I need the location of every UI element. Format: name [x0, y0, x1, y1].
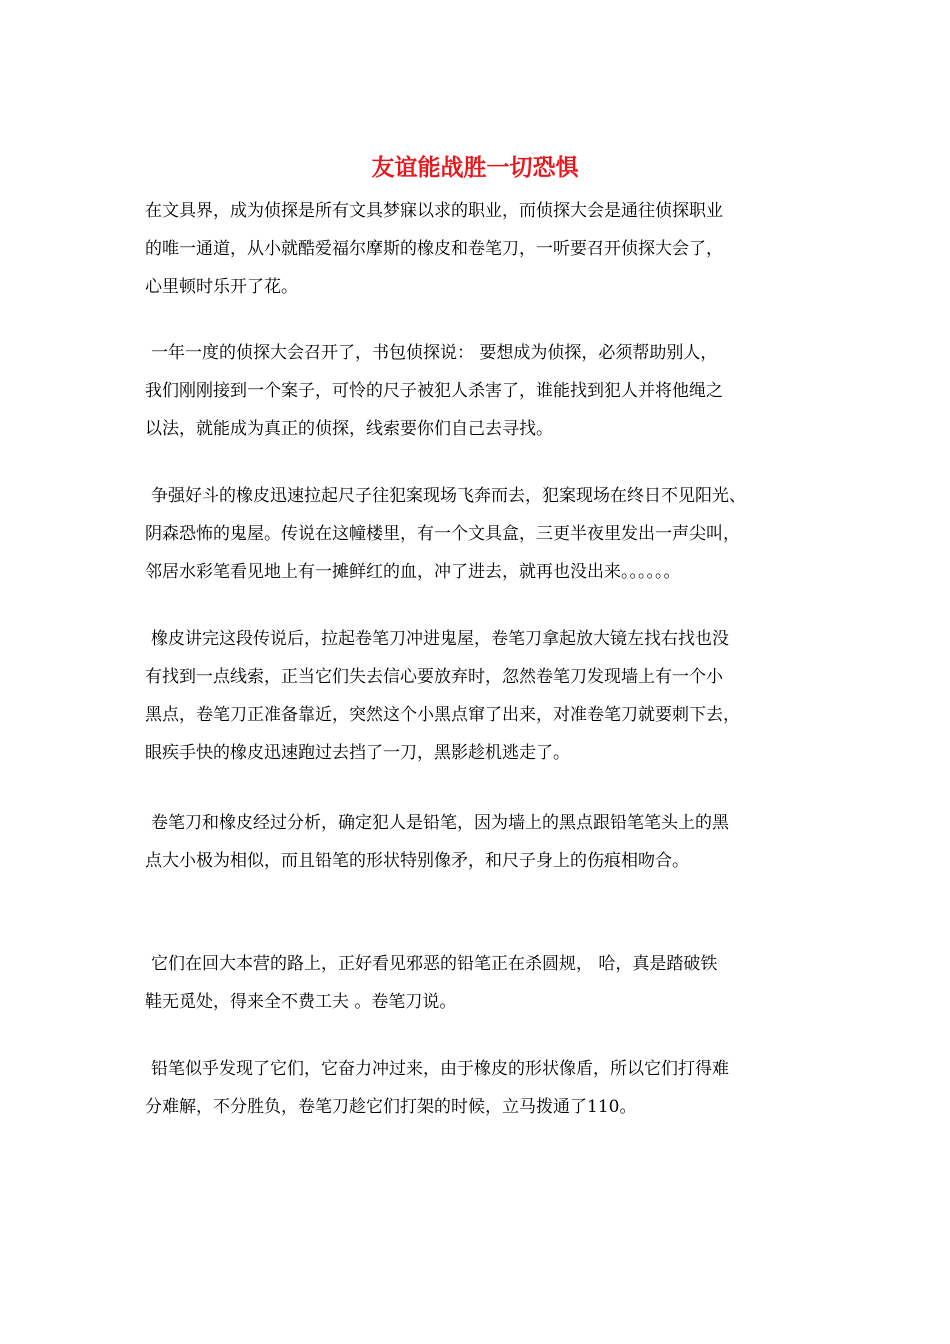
paragraph-line: 橡皮讲完这段传说后，拉起卷笔刀冲进鬼屋，卷笔刀拿起放大镜左找右找也没 — [151, 629, 729, 649]
paragraph-3 — [145, 477, 835, 591]
paragraph-line: 卷笔刀和橡皮经过分析，确定犯人是铅笔，因为墙上的黑点跟铅笔笔头上的黑 — [151, 813, 729, 833]
paragraph-line: 一年一度的侦探大会召开了，书包侦探说： 要想成为侦探，必须帮助别人， — [151, 343, 718, 363]
paragraph-6 — [145, 945, 835, 1021]
paragraph-5 — [145, 804, 835, 880]
paragraph-line: 以法，就能成为真正的侦探，线索要你们自己去寻找。 — [145, 419, 553, 439]
paragraph-line: 邻居水彩笔看见地上有一摊鲜红的血，冲了进去，就再也没出来。。。。。。 — [145, 562, 681, 582]
paragraph-1 — [145, 192, 835, 306]
paragraph-line: 我们刚刚接到一个案子，可怜的尺子被犯人杀害了，谁能找到犯人并将他绳之 — [145, 381, 723, 401]
paragraph-line: 它们在回大本营的路上，正好看见邪恶的铅笔正在杀圆规， 哈，真是踏破铁 — [151, 954, 718, 974]
paragraph-4 — [145, 620, 835, 772]
paragraph-line: 眼疾手快的橡皮迅速跑过去挡了一刀，黑影趁机逃走了。 — [145, 743, 570, 763]
paragraph-line: 分难解，不分胜负，卷笔刀趁它们打架的时候，立马拨通了110。 — [145, 1097, 637, 1117]
paragraph-line: 争强好斗的橡皮迅速拉起尺子往犯案现场飞奔而去，犯案现场在终日不见阳光、 — [151, 486, 746, 506]
document-title: 友谊能战胜一切恐惧 — [371, 154, 579, 181]
paragraph-line: 鞋无觅处，得来全不费工夫 。卷笔刀说。 — [145, 992, 457, 1012]
paragraph-line: 点大小极为相似，而且铅笔的形状特别像矛，和尺子身上的伤痕相吻合。 — [145, 851, 689, 871]
paragraph-line: 黑点，卷笔刀正准备靠近，突然这个小黑点窜了出来，对准卷笔刀就要刺下去， — [145, 705, 740, 725]
paragraph-line: 在文具界，成为侦探是所有文具梦寐以求的职业，而侦探大会是通往侦探职业 — [145, 201, 723, 221]
paragraph-line: 有找到一点线索，正当它们失去信心要放弃时，忽然卷笔刀发现墙上有一个小 — [145, 667, 723, 687]
paragraph-line: 的唯一通道，从小就酷爱福尔摩斯的橡皮和卷笔刀，一听要召开侦探大会了， — [145, 239, 723, 259]
paragraph-line: 阴森恐怖的鬼屋。传说在这幢楼里，有一个文具盒，三更半夜里发出一声尖叫， — [145, 524, 740, 544]
paragraph-line: 铅笔似乎发现了它们，它奋力冲过来，由于橡皮的形状像盾，所以它们打得难 — [151, 1059, 729, 1079]
paragraph-2 — [145, 334, 835, 448]
paragraph-7 — [145, 1050, 835, 1126]
paragraph-line: 心里顿时乐开了花。 — [145, 277, 298, 297]
